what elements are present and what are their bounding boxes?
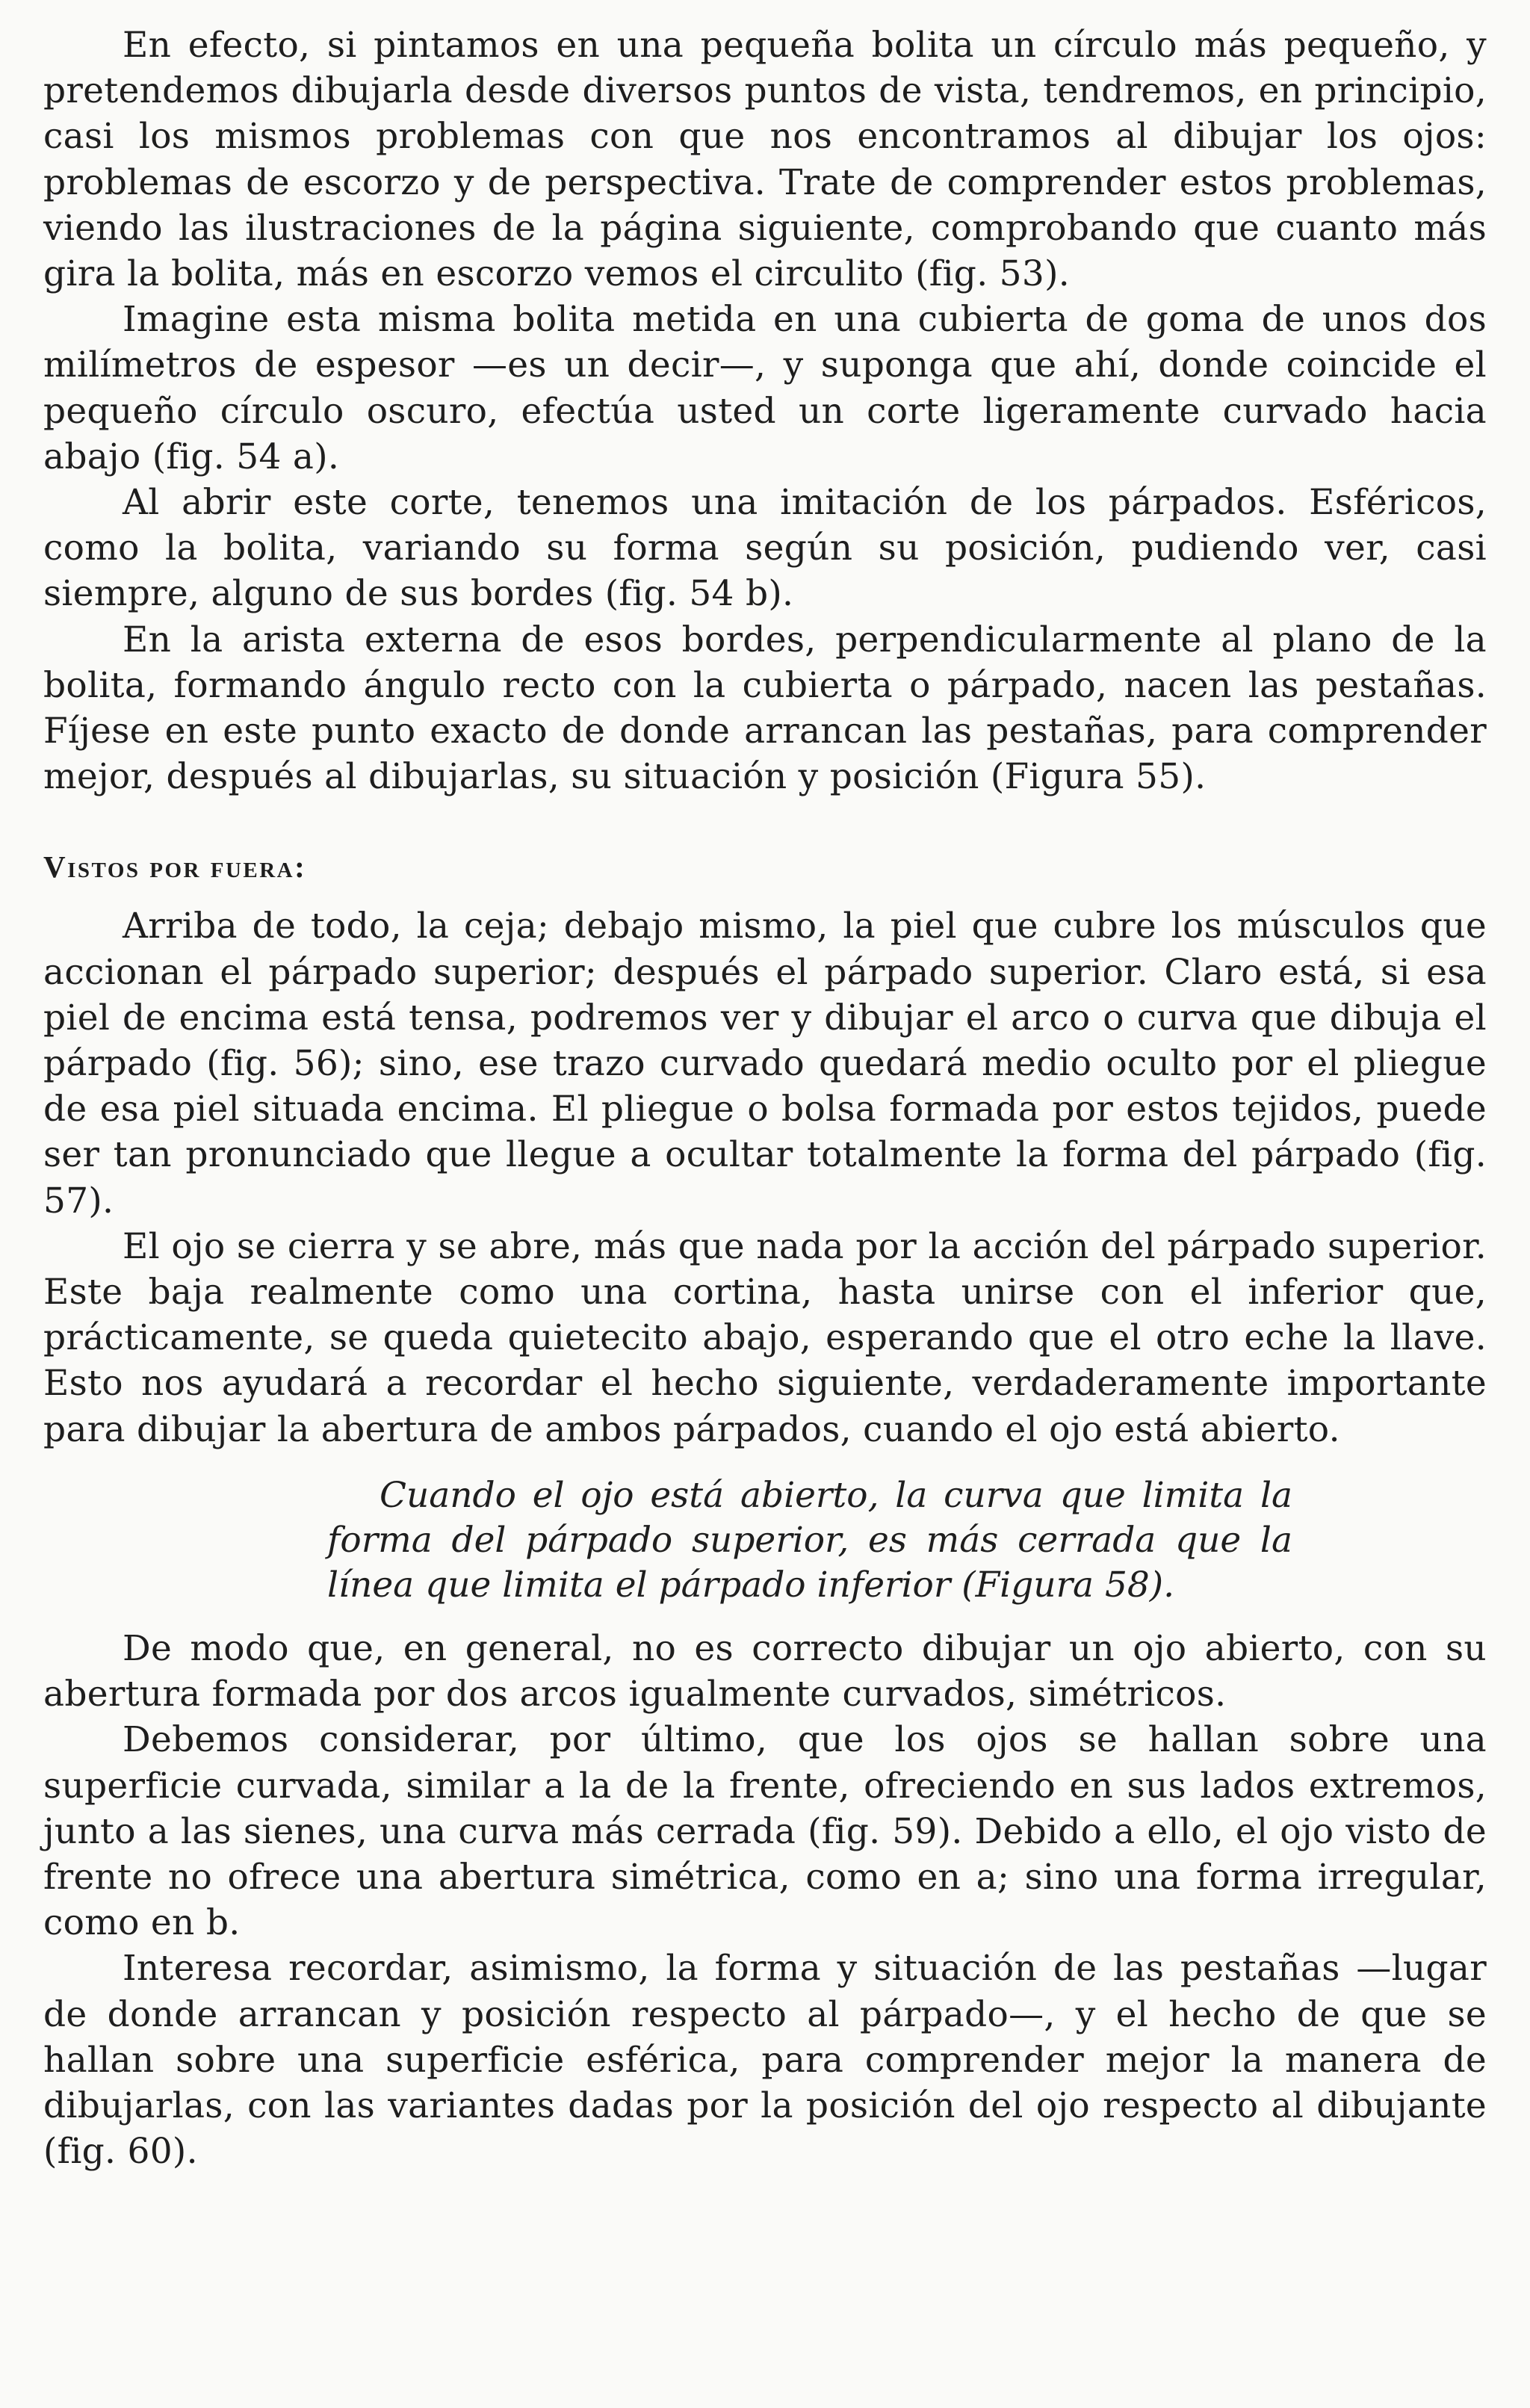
paragraph-de-modo-que: De modo que, en general, no es correcto dibujar un ojo abierto, con su abertura formada por dos arcos igualmente curvados, simétricos. xyxy=(43,1627,1487,1715)
paragraph-superficie-curvada: Debemos considerar, por último, que los ojos se hallan sobre una superficie curvada, similar a la de la frente, ofreciendo en sus lados extremos, junto a las sienes, una curva más cerrada (fig. 59). Debido a ello, el ojo visto de frente no ofrece una abertura simétrica, como en a; sino una forma irregular, como en b. xyxy=(43,1719,1487,1944)
rule-callout: Cuando el ojo está abierto, la curva que limita la forma del párpado superior, es más cerrada que la línea que limita el párpado inferior (Figura 58). xyxy=(327,1474,1292,1606)
paragraph-ceja-parpado: Arriba de todo, la ceja; debajo mismo, la piel que cubre los músculos que accionan el párpado superior; después el párpado superior. Claro está, si esa piel de encima está tensa, podremos ver y dibujar el arco o curva que dibuja el párpado (fig. 56); sino, ese trazo curvado quedará medio oculto por el pliegue de esa piel situada encima. El pliegue o bolsa formada por estos tejidos, puede ser tan pronunciado que llegue a ocultar totalmente la forma del párpado (fig. 57). xyxy=(43,906,1487,1222)
paragraph-pestanas: En la arista externa de esos bordes, perpendicularmente al plano de la bolita, formando ángulo recto con la cubierta o párpado, nacen las pestañas. Fíjese en este punto exacto de donde arrancan las pestañas, para comprender mejor, después al dibujarlas, su situación y posición (Figura 55). xyxy=(43,619,1487,798)
paragraph-interesa-recordar: Interesa recordar, asimismo, la forma y situación de las pestañas —lugar de donde arrancan y posición respecto al párpado—, y el hecho de que se hallan sobre una superficie esférica, para comprender mejor la manera de dibujarlas, con las variantes dadas por la posición del ojo respecto al dibujante (fig. 60). xyxy=(43,1948,1487,2173)
paragraph-bolita-circulo: En efecto, si pintamos en una pequeña bolita un círculo más pequeño, y pretendemos dibujarla desde diversos puntos de vista, tendremos, en principio, casi los mismos problemas con que nos encontramos al dibujar los ojos: problemas de escorzo y de perspectiva. Trate de comprender estos problemas, viendo las ilustraciones de la página siguiente, comprobando que cuanto más gira la bolita, más en escorzo vemos el circulito (fig. 53). xyxy=(43,25,1487,295)
paragraph-cubierta-goma: Imagine esta misma bolita metida en una cubierta de goma de unos dos milímetros de espesor —es un decir—, y suponga que ahí, donde coincide el pequeño círculo oscuro, efectúa usted un corte ligeramente curvado hacia abajo (fig. 54 a). xyxy=(43,299,1487,477)
paragraph-imitacion-parpados: Al abrir este corte, tenemos una imitación de los párpados. Esféricos, como la bolita, variando su forma según su posición, pudiendo ver, casi siempre, alguno de sus bordes (fig. 54 b). xyxy=(43,482,1487,615)
paragraph-ojo-cierra: El ojo se cierra y se abre, más que nada por la acción del párpado superior. Este baja realmente como una cortina, hasta unirse con el inferior que, prácticamente, se queda quietecito abajo, esperando que el otro eche la llave. Esto nos ayudará a recordar el hecho siguiente, verdaderamente importante para dibujar la abertura de ambos párpados, cuando el ojo está abierto. xyxy=(43,1225,1487,1450)
section-heading: Vistos por fuera: xyxy=(43,849,307,885)
